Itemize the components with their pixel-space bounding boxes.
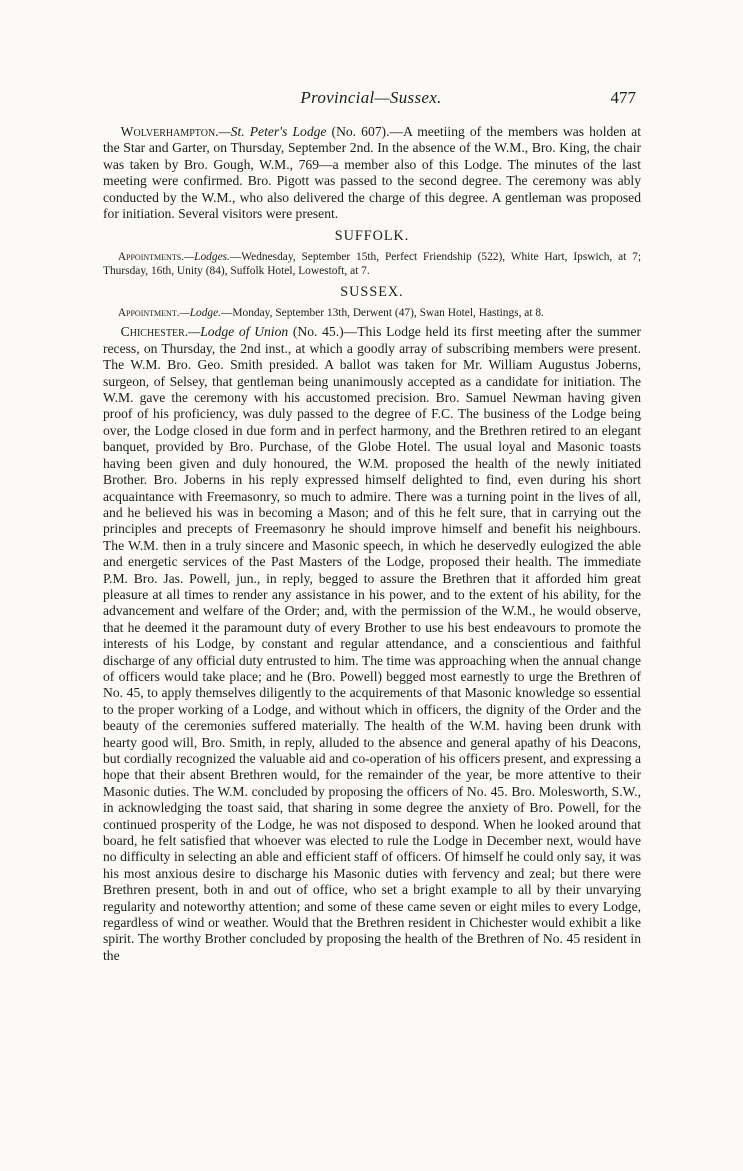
suffolk-appointments xyxy=(103,250,641,278)
section-heading-sussex: SUSSEX. xyxy=(340,284,404,301)
place-name: Wolverhampton. xyxy=(120,124,219,139)
chichester-paragraph xyxy=(103,324,641,964)
paragraph-text: (No. 607).—A meetiing of the members was holden at the Star and Garter, on Thursday, September 2nd. In the absence of the W.M., Bro. King, the chair was taken by Bro. Gough, W.M., 769—a member also of this Lodge. The minutes of the last meeting were confirmed. Bro. Pigott was passed to the second degree. The ceremony was ably conducted by the W.M., who also delivered the charge of this degree. A gentleman was proposed for initiation. Several visitors were present. xyxy=(103,124,642,222)
place-name: Chichester. xyxy=(120,324,189,340)
notice-lead: Appointment. xyxy=(117,307,180,320)
lodge-name: —Lodge of Union xyxy=(188,324,289,340)
wolverhampton-paragraph xyxy=(103,124,641,222)
section-heading-suffolk: SUFFOLK. xyxy=(334,228,410,245)
notice-text: —Wednesday, September 15th, Perfect Friendship (522), White Hart, Ipswich, at 7; Thursday, 16th, Unity (84), Suffolk Hotel, Lowestoft, at 7. xyxy=(103,251,641,278)
notice-lodge: —Lodge. xyxy=(179,307,222,320)
paragraph-text: (No. 45.)—This Lodge held its first meeting after the summer recess, on Thursday, the 2nd inst., at which a goodly array of subscribing members were present. The W.M. Bro. Geo. Smith presided. A ballot was taken for Mr. William Augustus Joberns, surgeon, of Selsey, that gentleman being unanimously accepted as a candidate for initiation. The W.M. gave the ceremony with his accustomed precision. Bro. Samuel Newman having given proof of his proficiency, was duly passed to the degree of F.C. The business of the Lodge being over, the Lodge closed in due form and in perfect harmony, and the Brethren retired to an elegant banquet, provided by Bro. Purchase, of the Globe Hotel. The usual loyal and Masonic toasts having been given and duly honoured, the W.M. proposed the health of the newly initiated Brother. Bro. Joberns in his reply expressed himself delighted to find, even during his short acquaintance with Freemasonry, so much to admire. There was a turning point in the lives of all, and he believed his was in becoming a Mason; and of this he felt sure, that in carrying out the principles and precepts of Freemasonry he should improve himself and benefit his neighbours. The W.M. then in a truly sincere and Masonic speech, in which he deservedly eulogized the able and energetic services of the Past Masters of the Lodge, proposed their health. The immediate P.M. Bro. Jas. Powell, jun., in reply, begged to assure the Brethren that it afforded him great pleasure at all times to render any assistance in his power, and to the extent of his ability, for the advancement and welfare of the Order; and, with the permission of the W.M., he would observe, that he deemed it the paramount duty of every Brother to use his best endeavours to promote the interests of his Lodge, by constant and regular attendance, and a conscientious and faithful discharge of any official duty entrusted to him. The time was approaching when the annual change of officers would take place; and he (Bro. Powell) begged most earnestly to urge the Brethren of No. 45, to apply themselves diligently to the acquirements of that Masonic knowledge so essential to the proper working of a Lodge, and without which in officers, the dignity of the Order and the beauty of the ceremonies suffered materially. The health of the W.M. having been drunk with hearty good will, Bro. Smith, in reply, alluded to the absence and general apathy of his Deacons, but cordially recognized the valuable aid and co-operation of his officers present, and expressing a hope that their absent Brethren would, for the remainder of the year, be more attentive to their Masonic duties. The W.M. concluded by proposing the officers of No. 45. Bro. Molesworth, S.W., in acknowledging the toast said, that sharing in some degree the anxiety of Bro. Powell, for the continued prosperity of the Lodge, he was not disposed to despond. When he looked around that board, he felt satisfied that whoever was elected to rule the Lodge in December next, would have no difficulty in selecting an able and efficient staff of officers. Of himself he could only say, it was his most anxious desire to discharge his Masonic duties with fervency and zeal; but there were Brethren present, both in and out of office, who set a bright example to all by their unvarying regularity and noteworthy attention; and some of these came seven or eight miles to every Lodge, regardless of wind or weather. Would that the Brethren resident in Chichester would exhibit a like spirit. The worthy Brother concluded by proposing the health of the Brethren of No. 45 resident in the xyxy=(103,324,641,963)
notice-text: —Monday, September 13th, Derwent (47), Swan Hotel, Hastings, at 8. xyxy=(221,307,544,320)
running-title: Provincial—Sussex. xyxy=(300,88,442,107)
lodge-name: —St. Peter's Lodge xyxy=(218,124,327,139)
page-body xyxy=(103,124,641,964)
notice-lodges: —Lodges. xyxy=(184,251,230,264)
page-header xyxy=(100,88,642,116)
sussex-appointment xyxy=(103,306,641,320)
notice-lead: Appointments. xyxy=(117,251,185,264)
page-number: 477 xyxy=(610,88,636,107)
